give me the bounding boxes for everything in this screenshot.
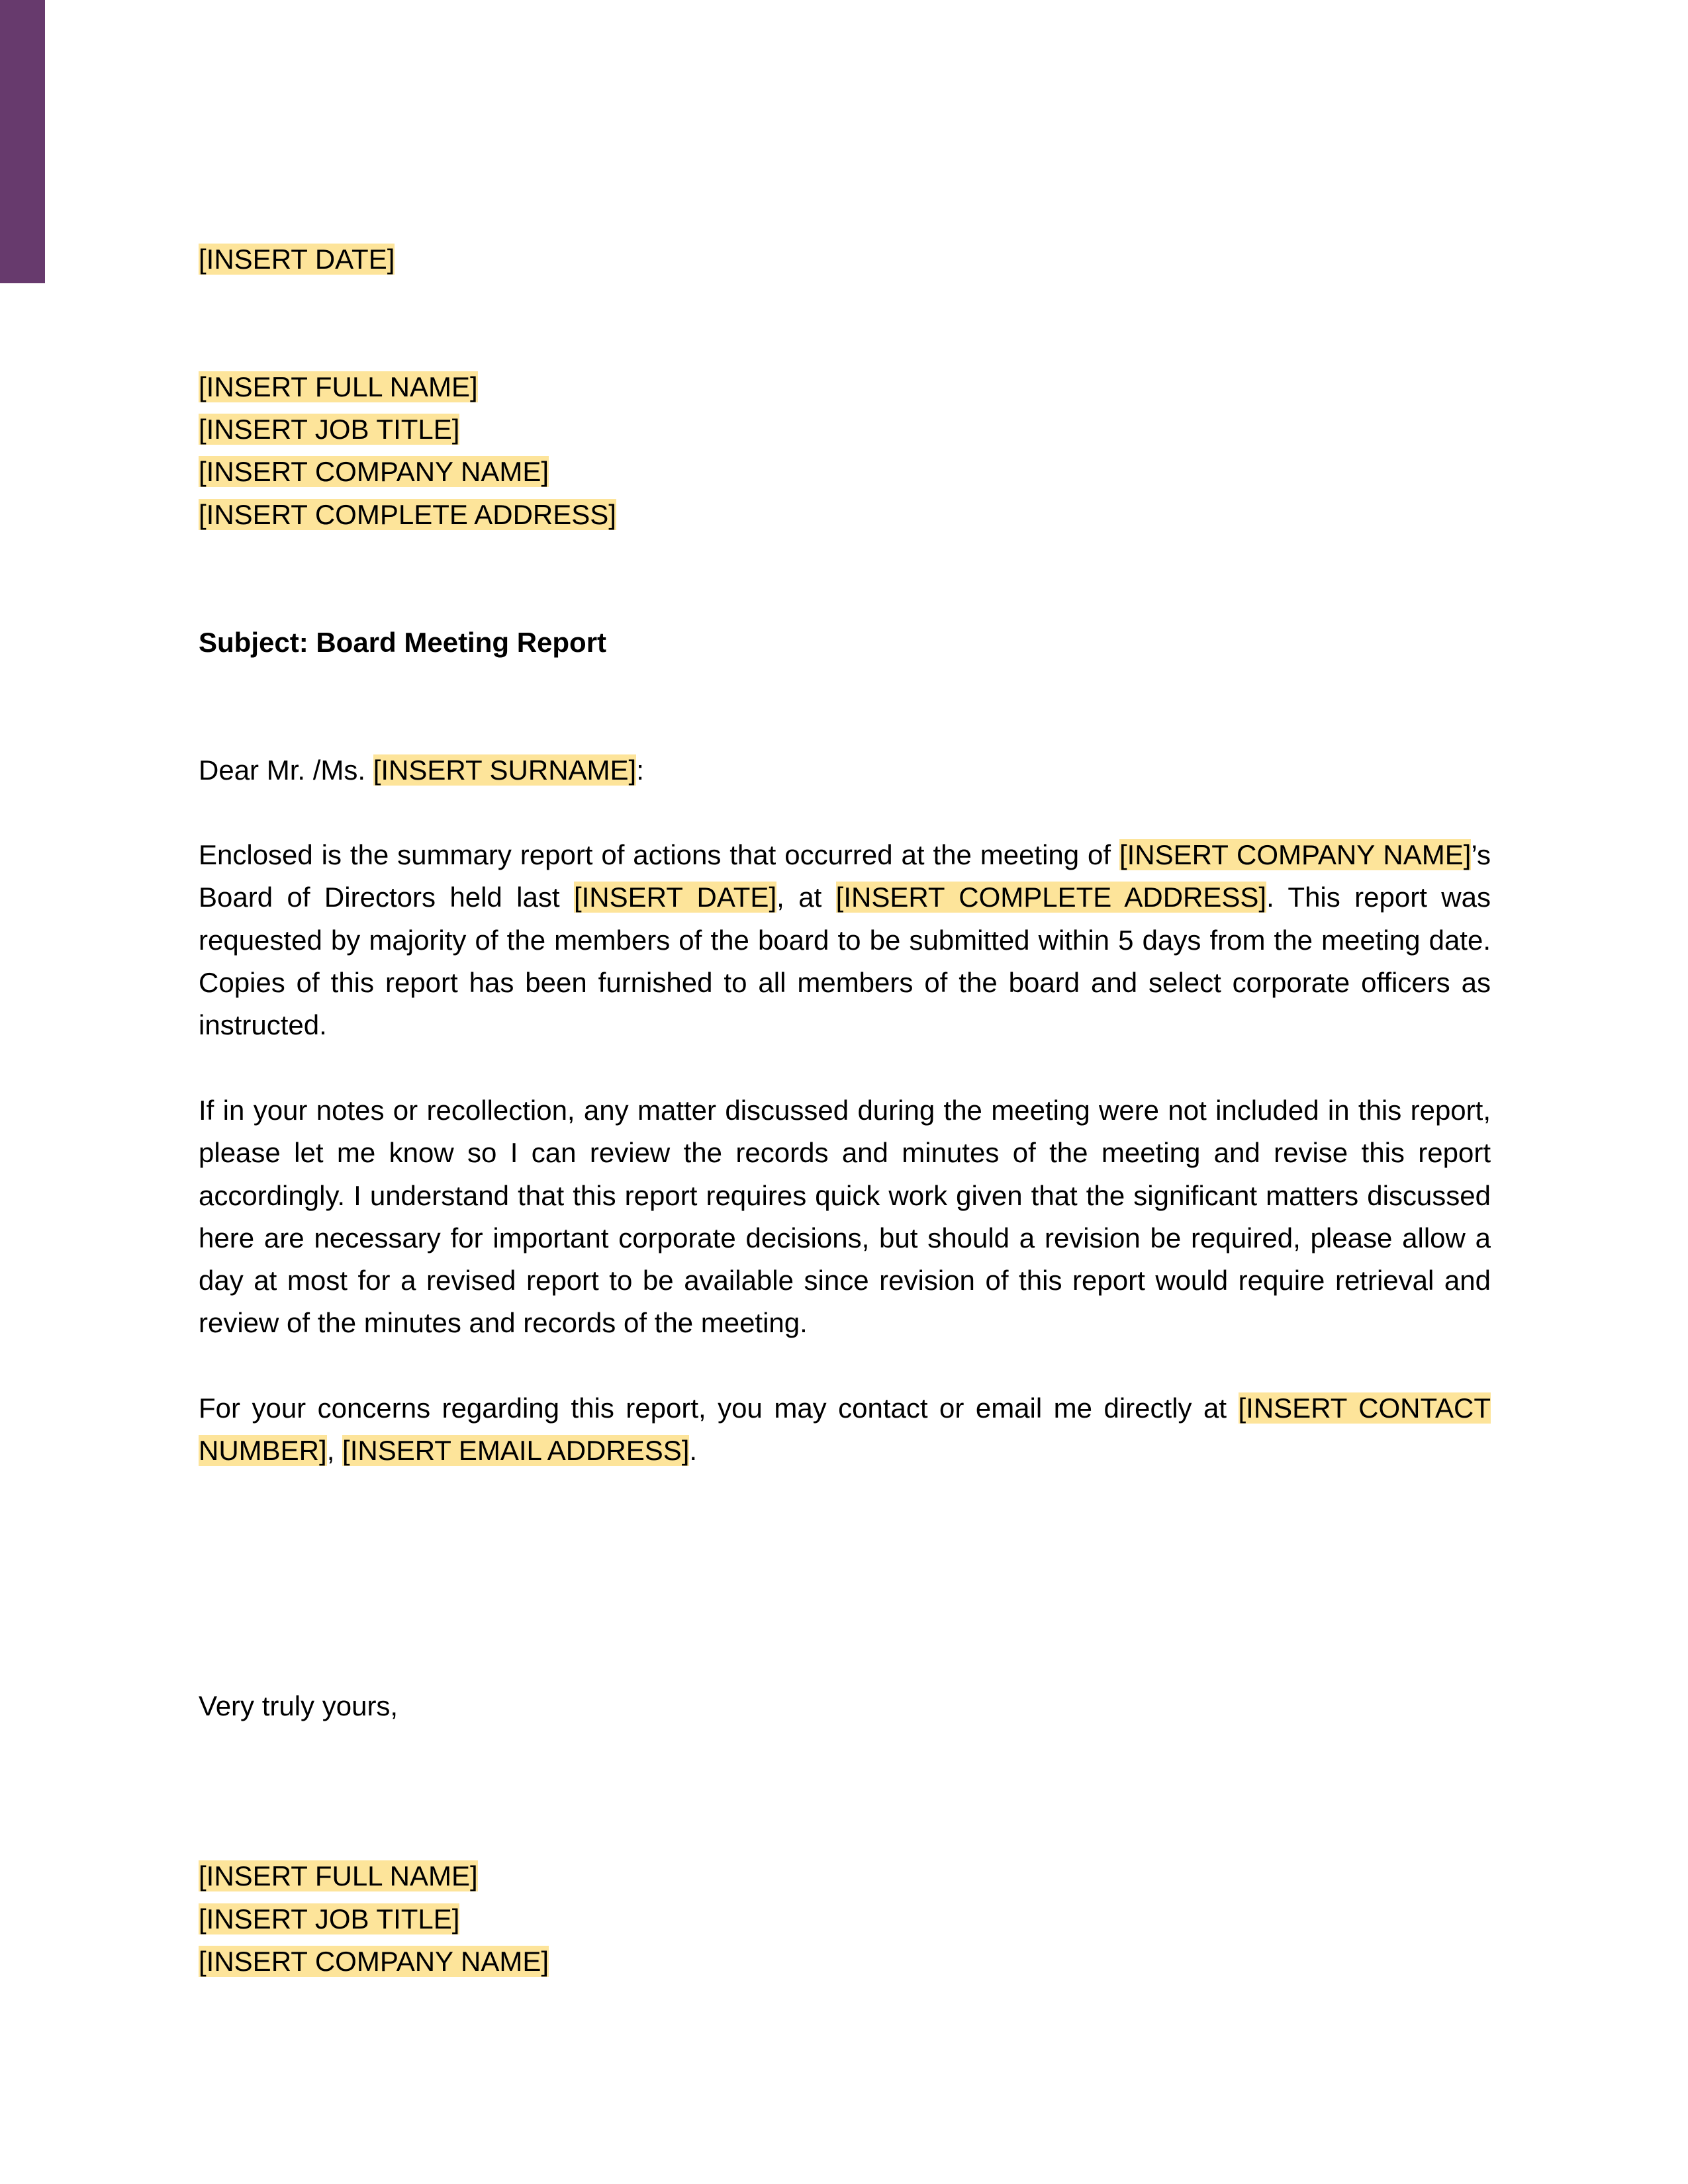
- signer-company-name[interactable]: [INSERT COMPANY NAME]: [199, 1945, 549, 1977]
- body-paragraph-2: If in your notes or recollection, any matter discussed during the meeting were not included in this report, please let me know so I can review the records and minutes of the meeting and revise this report accordingly. I understand that this report requires quick work given that the significant matters discussed here are necessary for important corporate decisions, but should a revision be required, please allow a day at most for a revised report to be available since revision of this report would require retrieval and review of the minutes and records of the meeting.: [199, 1094, 1491, 1339]
- paragraph3-text-3: .: [689, 1435, 698, 1467]
- meeting-date-placeholder[interactable]: [INSERT DATE]: [573, 882, 777, 913]
- signer-job-title[interactable]: [INSERT JOB TITLE]: [199, 1903, 460, 1934]
- paragraph1-text-2: ’s Board of Directors held last: [199, 839, 1491, 913]
- surname-placeholder[interactable]: [INSERT SURNAME]: [373, 754, 637, 786]
- salutation-suffix: :: [636, 754, 644, 786]
- email-address-placeholder[interactable]: [INSERT EMAIL ADDRESS]: [342, 1435, 690, 1467]
- letter-document: [199, 238, 1491, 1983]
- paragraph3-text-2: ,: [326, 1435, 343, 1467]
- recipient-job-title[interactable]: [INSERT JOB TITLE]: [199, 414, 460, 445]
- accent-bar: [0, 0, 45, 283]
- paragraph3-text-1: For your concerns regarding this report, you may contact or email me directly at: [199, 1392, 1239, 1424]
- salutation-prefix: Dear Mr. /Ms.: [199, 754, 373, 786]
- date-placeholder[interactable]: [INSERT DATE]: [199, 244, 395, 275]
- subject-line: Subject: Board Meeting Report: [199, 626, 607, 658]
- signer-full-name[interactable]: [INSERT FULL NAME]: [199, 1860, 478, 1892]
- body-paragraph-3: [199, 1387, 1491, 1473]
- paragraph1-text-1: Enclosed is the summary report of actions that occurred at the meeting of: [199, 839, 1119, 871]
- meeting-address-placeholder[interactable]: [INSERT COMPLETE ADDRESS]: [835, 882, 1267, 913]
- paragraph1-text-4: . This report was requested by majority of the members of the board to be submitted within 5 days from the meeting date. Copies of this report has been furnished to all members of the board and select corporate officers as instructed.: [199, 882, 1491, 1041]
- recipient-address[interactable]: [INSERT COMPLETE ADDRESS]: [199, 498, 616, 530]
- recipient-company-name[interactable]: [INSERT COMPANY NAME]: [199, 456, 549, 488]
- signature-block: [199, 1855, 1491, 1983]
- salutation: [199, 749, 1491, 792]
- company-name-placeholder[interactable]: [INSERT COMPANY NAME]: [1119, 839, 1472, 871]
- contact-number-placeholder[interactable]: [INSERT CONTACT NUMBER]: [199, 1392, 1491, 1467]
- paragraph1-text-3: , at: [776, 882, 836, 913]
- closing: Very truly yours,: [199, 1690, 399, 1722]
- body-paragraph-1: [199, 834, 1491, 1046]
- letter-date: [199, 238, 1491, 281]
- recipient-full-name[interactable]: [INSERT FULL NAME]: [199, 371, 478, 402]
- recipient-block: [199, 366, 1491, 536]
